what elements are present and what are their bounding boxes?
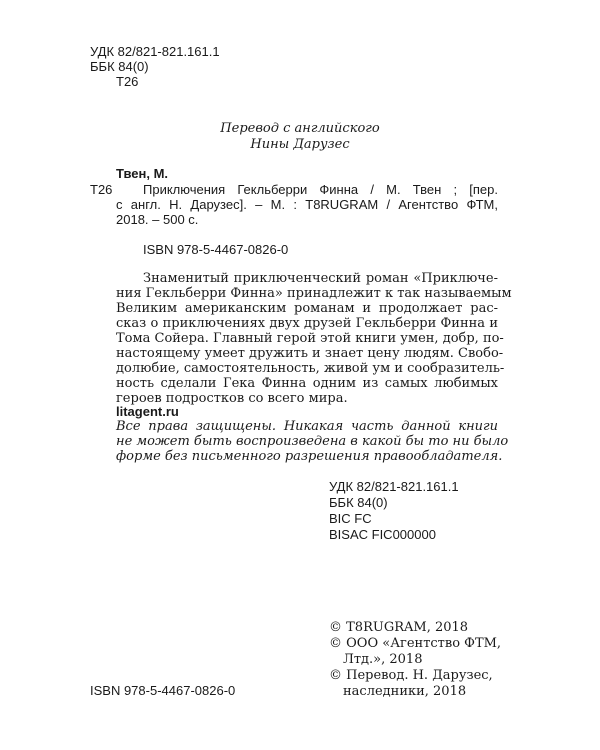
translation-line-1: Перевод с английского (220, 121, 380, 136)
catalog-isbn: ISBN 978-5-4467-0826-0 (143, 242, 289, 257)
annotation-line-4: сказ о приключениях двух друзей Гекльберри Финна и (116, 316, 498, 331)
annotation-line-5: Тома Сойера. Главный герой этой книги умен, добр, по- (116, 331, 504, 346)
copyright-line-4: © Перевод. Н. Дарузес, (329, 668, 493, 683)
rights-line-1: Все права защищены. Никакая часть данной книги (116, 419, 498, 434)
catalog-line-3: 2018. – 500 с. (116, 212, 199, 227)
bisac-code: BISAC FIC000000 (329, 527, 436, 542)
isbn-bottom: ISBN 978-5-4467-0826-0 (90, 683, 236, 698)
bic-code: BIC FC (329, 511, 372, 526)
copyright-line-5: наследники, 2018 (343, 684, 467, 699)
annotation-line-7: долюбие, самостоятельность, живой ум и сообразитель- (116, 361, 505, 376)
annotation-line-8: ность сделали Гека Финна одним из самых любимых (116, 376, 498, 391)
annotation-line-6: настоящему умеет дружить и знает цену людям. Свобо- (116, 346, 504, 361)
catalog-line-2: с англ. Н. Дарузес]. – М. : T8RUGRAM / Агентство ФТМ, (116, 197, 498, 212)
catalog-line-1: Приключения Гекльберри Финна / М. Твен ; [пер. (143, 182, 498, 197)
translation-line-2: Нины Дарузес (250, 137, 350, 152)
rights-line-2: не может быть воспроизведена в какой бы то ни было (116, 434, 509, 449)
bbk-code-top: ББК 84(0) (90, 59, 149, 74)
udk-code-top: УДК 82/821-821.161.1 (90, 44, 220, 59)
copyright-line-1: © T8RUGRAM, 2018 (329, 620, 469, 635)
rights-line-3: форме без письменного разрешения правообладателя. (116, 449, 503, 464)
catalog-author-mark: Т26 (90, 182, 113, 197)
copyright-line-2: © ООО «Агентство ФТМ, (329, 636, 502, 651)
copyright-line-3: Лтд.», 2018 (343, 652, 423, 667)
author-mark-top: Т26 (116, 74, 139, 89)
annotation-line-9: героев подростков со всего мира. (116, 391, 348, 406)
annotation-line-2: ния Гекльберри Финна» принадлежит к так называемым (116, 286, 512, 301)
site-link[interactable]: litagent.ru (116, 404, 179, 419)
annotation-line-1: Знаменитый приключенческий роман «Приключе- (143, 271, 498, 286)
bbk-code-bottom: ББК 84(0) (329, 495, 388, 510)
annotation-line-3: Великим американским романам и продолжает рас- (116, 301, 498, 316)
udk-code-bottom: УДК 82/821-821.161.1 (329, 479, 459, 494)
catalog-author: Твен, М. (116, 166, 169, 181)
copyright-block (329, 620, 501, 700)
codes-bottom (329, 479, 459, 543)
